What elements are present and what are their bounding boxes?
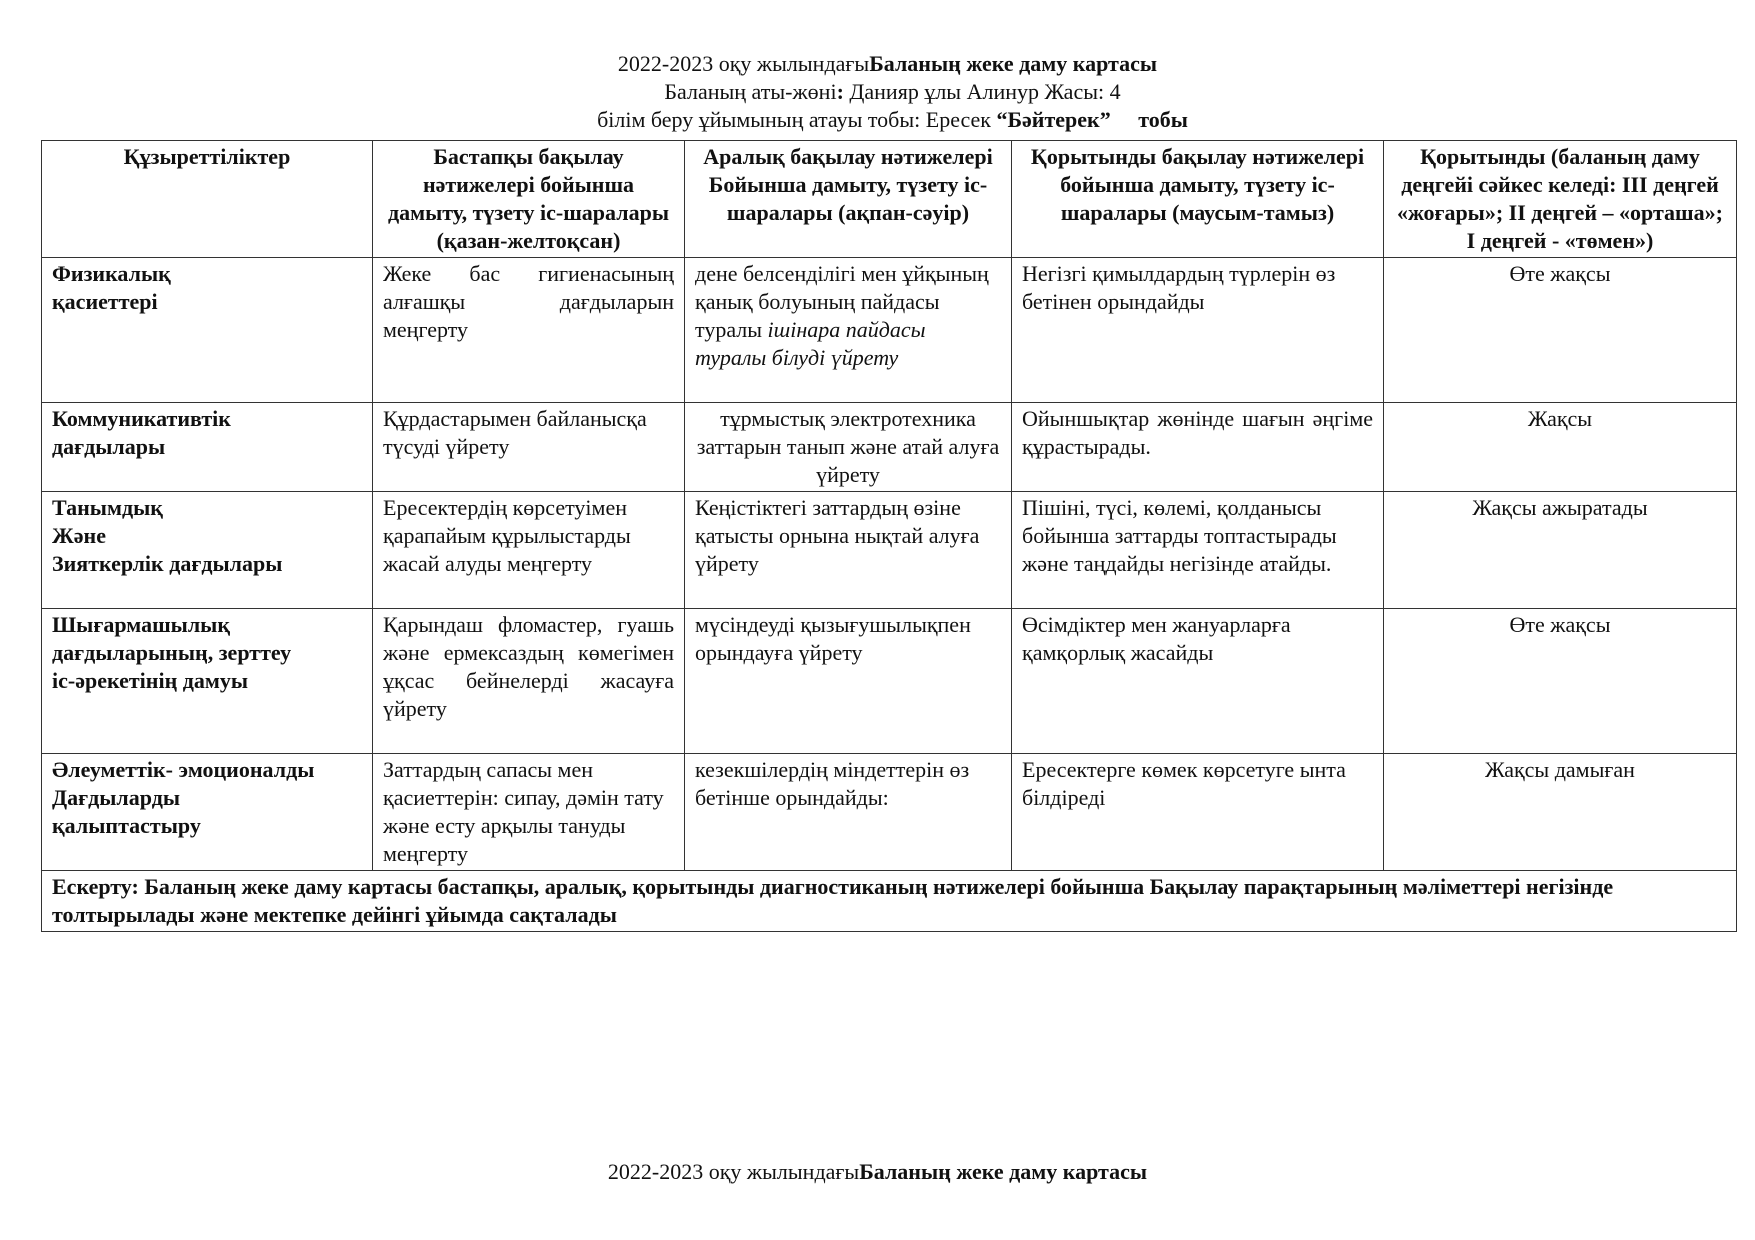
header-title-line	[20, 50, 1755, 78]
initial-cell: Заттардың сапасы мен қасиеттерін: сипау, дәмін тату және есту арқылы тануды меңгерту	[373, 754, 685, 871]
group-name: “Бәйтерек”	[996, 107, 1111, 132]
competency-label: Әлеуметтік- эмоционалды	[52, 757, 315, 782]
competency-label: қасиеттері	[52, 289, 158, 314]
document-title: Баланың жеке даму картасы	[869, 51, 1158, 76]
intermediate-cell: мүсіндеуді қызығушылықпен орындауға үйрету	[685, 609, 1012, 754]
column-header-competencies: Құзыреттіліктер	[42, 141, 373, 258]
group-suffix: тобы	[1138, 107, 1188, 132]
column-header-intermediate: Аралық бақылау нәтижелері Бойынша дамыту, түзету іс-шаралары (ақпан-сәуір)	[685, 141, 1012, 258]
initial-cell: Жеке бас гигиенасының алғашқы дағдыларын меңгерту	[373, 258, 685, 403]
development-card-table	[41, 140, 1737, 932]
table-row	[42, 258, 1737, 403]
final-cell: Ересектерге көмек көрсетуге ынта білдіреді	[1012, 754, 1384, 871]
result-cell: Өте жақсы	[1384, 609, 1737, 754]
child-name-label: Баланың аты-жөні	[664, 79, 837, 104]
competency-label: Және	[52, 523, 106, 548]
final-cell: Негізгі қимылдардың түрлерін өз бетінен орындайды	[1012, 258, 1384, 403]
intermediate-italic-text: ішінара пайдасы туралы білуді үйрету	[695, 317, 926, 370]
intermediate-text: дене белсенділігі мен ұйқының қанық болуының пайдасы туралы	[695, 261, 989, 342]
initial-cell: Құрдастарымен байланысқа түсуді үйрету	[373, 403, 685, 492]
competency-label: Физикалық	[52, 261, 171, 286]
organization-line	[30, 106, 1755, 134]
competency-cell	[42, 492, 373, 609]
competency-cell	[42, 609, 373, 754]
column-header-result: Қорытынды (баланың даму деңгейі сәйкес келеді: ІІІ деңгей «жоғары»; ІІ деңгей – «орташа»; І деңгей - «төмен»)	[1384, 141, 1737, 258]
competency-label: дағдыларының, зерттеу	[52, 640, 292, 665]
intermediate-cell: тұрмыстық электротехника заттарын танып және атай алуға үйрету	[685, 403, 1012, 492]
result-cell: Жақсы дамыған	[1384, 754, 1737, 871]
final-cell: Пішіні, түсі, көлемі, қолданысы бойынша заттарды топтастырады және таңдайды негізінде атайды.	[1012, 492, 1384, 609]
footer-year-label: 2022-2023 оқу жылындағы	[607, 1159, 860, 1184]
competency-label: дағдылары	[52, 434, 166, 459]
intermediate-cell: кезекшілердің міндеттерін өз бетінше орындайды:	[685, 754, 1012, 871]
note-row	[42, 871, 1737, 932]
result-cell: Өте жақсы	[1384, 258, 1737, 403]
next-page-title	[0, 1158, 1755, 1186]
competency-cell	[42, 754, 373, 871]
initial-cell: Қарындаш фломастер, гуашь және ермексаздың көмегімен ұқсас бейнелерді жасауға үйрету	[373, 609, 685, 754]
child-name-line	[30, 78, 1755, 106]
age-value: 4	[1109, 79, 1121, 104]
child-name-colon: :	[836, 79, 844, 104]
intermediate-cell: Кеңістіктегі заттардың өзіне қатысты орнына нықтай алуға үйрету	[685, 492, 1012, 609]
competency-label: іс-әрекетінің дамуы	[52, 668, 249, 693]
intermediate-cell	[685, 258, 1012, 403]
competency-label: Коммуникативтік	[52, 406, 231, 431]
column-header-final: Қорытынды бақылау нәтижелері бойынша дамыту, түзету іс-шаралары (маусым-тамыз)	[1012, 141, 1384, 258]
table-row	[42, 754, 1737, 871]
organization-label: білім беру ұйымының атауы тобы: Ересек	[597, 107, 997, 132]
footer-document-title: Баланың жеке даму картасы	[859, 1159, 1148, 1184]
final-cell: Өсімдіктер мен жануарларға қамқорлық жасайды	[1012, 609, 1384, 754]
competency-label: Зияткерлік дағдылары	[52, 551, 283, 576]
competency-label: Дағдыларды	[52, 785, 181, 810]
final-cell: Ойыншықтар жөнінде шағын әңгіме құрастырады.	[1012, 403, 1384, 492]
child-name: Данияр ұлы Алинур	[843, 79, 1045, 104]
table-row	[42, 403, 1737, 492]
age-label: Жасы:	[1044, 79, 1110, 104]
column-header-initial: Бастапқы бақылау нәтижелері бойынша дамыту, түзету іс-шаралары (қазан-желтоқсан)	[373, 141, 685, 258]
result-cell: Жақсы	[1384, 403, 1737, 492]
competency-cell	[42, 403, 373, 492]
competency-cell	[42, 258, 373, 403]
year-label: 2022-2023 оқу жылындағы	[617, 51, 870, 76]
document-header	[0, 50, 1755, 134]
result-cell: Жақсы ажыратады	[1384, 492, 1737, 609]
table-header-row	[42, 141, 1737, 258]
initial-cell: Ересектердің көрсетуімен қарапайым құрылыстарды жасай алуды меңгерту	[373, 492, 685, 609]
note-text: Ескерту: Баланың жеке даму картасы бастапқы, аралық, қорытынды диагностиканың нәтижелері бойынша Бақылау парақтарының мәліметтері негізінде толтырылады және мектепке дейінгі ұйымда сақталады	[42, 871, 1737, 932]
competency-label: Танымдық	[52, 495, 163, 520]
table-row	[42, 609, 1737, 754]
competency-label: Шығармашылық	[52, 612, 231, 637]
competency-label: қалыптастыру	[52, 813, 201, 838]
table-row	[42, 492, 1737, 609]
